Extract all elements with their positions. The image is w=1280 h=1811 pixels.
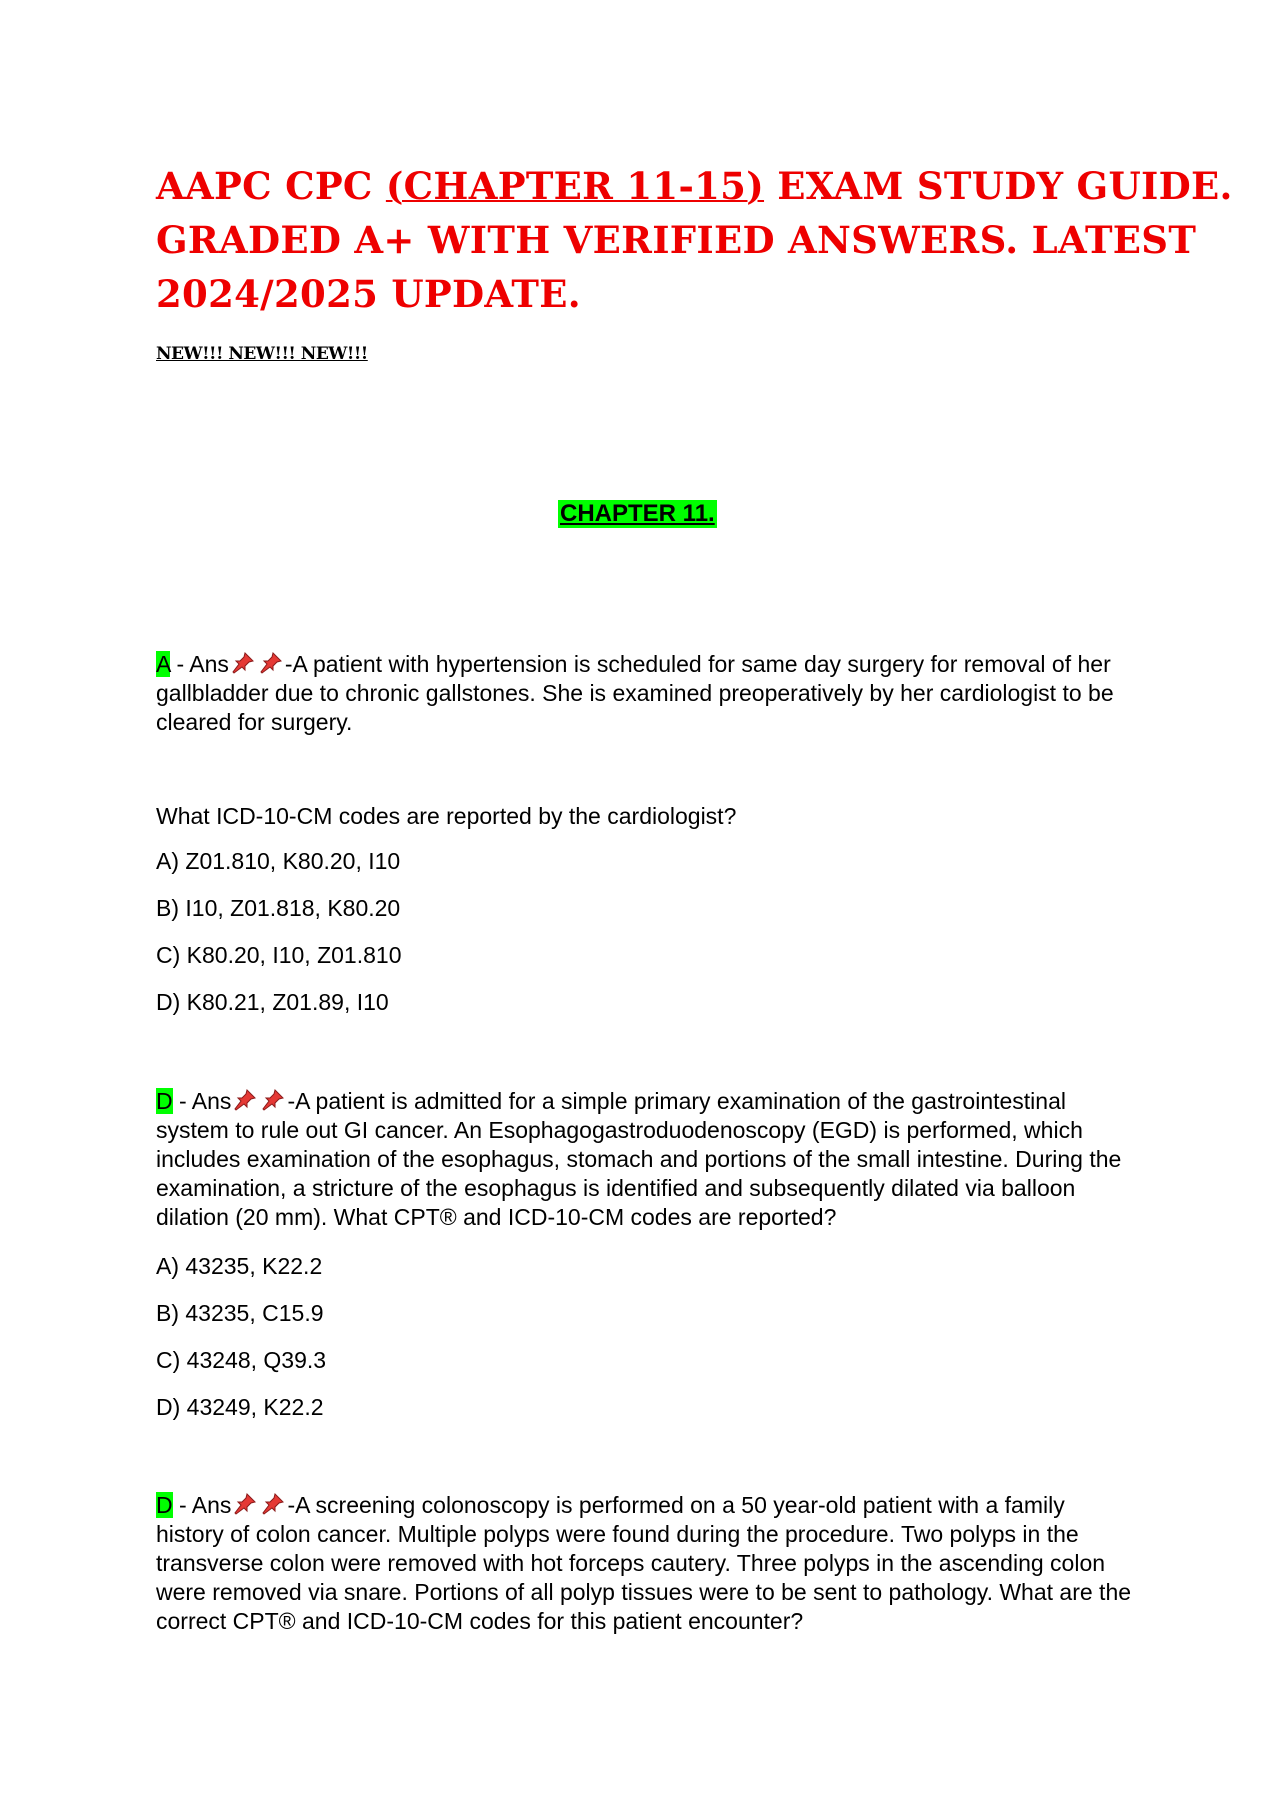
sub-question: What ICD-10-CM codes are reported by the cardiologist?: [156, 803, 737, 829]
option: D) 43249, K22.2: [156, 1394, 324, 1420]
title-chapters: (CHAPTER 11-15): [385, 164, 765, 208]
option: C) K80.20, I10, Z01.810: [156, 942, 402, 968]
ans-label: - Ans: [172, 1492, 232, 1518]
pushpin-icon: [257, 651, 285, 675]
question-2: [156, 1087, 1136, 1232]
title-line-1: [156, 164, 1233, 208]
title-line-3: 2024/2025 UPDATE.: [156, 272, 581, 316]
pushpin-icon: [259, 1492, 287, 1516]
pushpin-icon: [231, 1088, 259, 1112]
title-text: EXAM STUDY GUIDE.: [764, 164, 1233, 208]
answer-letter: D: [156, 1492, 173, 1518]
question-3: [156, 1491, 1136, 1636]
option: C) 43248, Q39.3: [156, 1347, 327, 1373]
answer-letter: A: [156, 651, 171, 677]
new-banner: NEW!!! NEW!!! NEW!!!: [156, 344, 368, 364]
answer-letter: D: [156, 1088, 173, 1114]
title-line-2: GRADED A+ WITH VERIFIED ANSWERS. LATEST: [156, 218, 1197, 262]
pushpin-icon: [231, 1492, 259, 1516]
option: B) I10, Z01.818, K80.20: [156, 895, 401, 921]
pushpin-icon: [259, 1088, 287, 1112]
option: A) Z01.810, K80.20, I10: [156, 848, 401, 874]
option: B) 43235, C15.9: [156, 1300, 324, 1326]
question-prompt: -A screening colonoscopy is performed on a 50 year-old patient with a family history of colon cancer. Multiple polyps were found during the procedure. Two polyps in the transverse colon were removed with hot forceps cautery. Three polyps in the ascending colon were removed via snare. Portions of all polyp tissues were to be sent to pathology. What are the correct CPT® and ICD-10-CM codes for this patient encounter?: [156, 1492, 1132, 1634]
question-prompt: -A patient is admitted for a simple primary examination of the gastrointestinal system to rule out GI cancer. An Esophagogastroduodenoscopy (EGD) is performed, which includes examination of the esophagus, stomach and portions of the small intestine. During the examination, a stricture of the esophagus is identified and subsequently dilated via balloon dilation (20 mm). What CPT® and ICD-10-CM codes are reported?: [156, 1088, 1122, 1230]
pushpin-icon: [229, 651, 257, 675]
chapter-heading: CHAPTER 11.: [560, 500, 715, 527]
ans-label: - Ans: [170, 651, 229, 677]
title-text: AAPC CPC: [156, 164, 386, 208]
option: A) 43235, K22.2: [156, 1253, 323, 1279]
ans-label: - Ans: [172, 1088, 232, 1114]
option: D) K80.21, Z01.89, I10: [156, 989, 389, 1015]
question-prompt: -A patient with hypertension is scheduled for same day surgery for removal of her gallbladder due to chronic gallstones. She is examined preoperatively by her cardiologist to be cleared for surgery.: [156, 651, 1114, 735]
question-1: [156, 650, 1136, 737]
